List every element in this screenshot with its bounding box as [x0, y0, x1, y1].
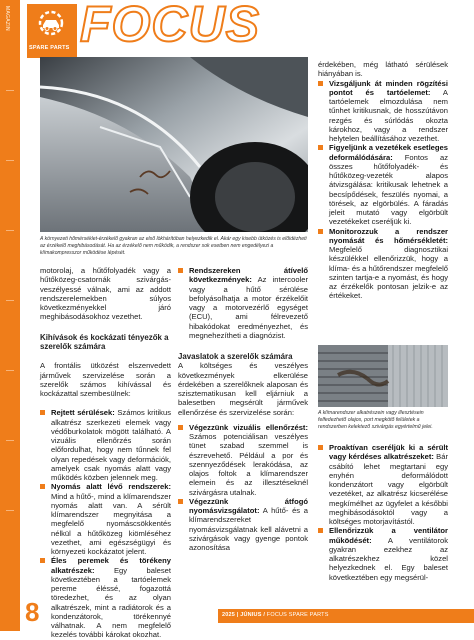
bullet-item — [40, 556, 171, 639]
bullet-title: Rejtett sérülések: — [51, 408, 115, 418]
bullet-item — [40, 482, 171, 556]
condenser-leak-photo — [318, 345, 448, 407]
paragraph: A frontális ütközést elszenvedett járművek szervizelése során a szerelők számos kihívással és kockázattal szembesülnek: — [40, 361, 171, 399]
bullet-text: A hűtő- és a klímarendszereket nyomásvizsgálatnak kell alávetni a szivárgások vagy gyenge pontok azonosítása — [189, 506, 308, 553]
bullet-item — [318, 227, 448, 301]
bullet-marker — [318, 528, 323, 533]
page-number: 8 — [25, 597, 40, 627]
bullet-text: Bár csábító lehet megtartani egy enyhén deformálódott kondenzátort vagy elgörbült vezetéket, az alkatrész kicserélése megkímélhet az ügyfelet a későbbi meghibásodásoktól vagy a költséges motorjavítástól. — [329, 452, 448, 526]
car-gear-icon — [36, 10, 66, 36]
paragraph: érdekében, még látható sérülések hiányában is. — [318, 60, 448, 79]
bullet-title: Végezzünk vizuális ellenőrzést: — [189, 422, 308, 432]
bullet-title: Éles peremek és törékeny alkatrészek: — [51, 556, 171, 575]
logo-subtitle: SPARE PARTS — [29, 45, 70, 51]
bullet-item — [318, 443, 448, 526]
sidebar-label: MAGAZIN — [4, 6, 10, 31]
bumper-damage-photo — [40, 57, 308, 232]
bullet-title: Figyeljünk a vezetékek esetleges deformálódására: — [329, 143, 448, 162]
bullet-title: Ellenőrizzük a ventilátor működését: — [329, 526, 448, 545]
bullet-title: Vizsgáljunk át minden rögzítési pontot és tartóelemet: — [329, 78, 448, 97]
figure-caption: A klímarendszer alkatrészein vagy illesztésein felfedezhető olajos, port megkötő felületek a rendszerben kelektező szivárgás egyértelmű jelei. — [318, 410, 433, 430]
footer-brand: FOCUS SPARE PARTS — [266, 612, 329, 618]
bullet-text: Fontos az összes hűtőfolyadék- és hűtőközeg-vezeték alapos átvizsgálása: kritikusak lehetnek a becsípődések, feszülés nyomai, a törések, az elgörbülés. A fáradás jeleit mutató vagy elgörbült vezetékeket cseréljük ki. — [329, 152, 448, 227]
paragraph: A költséges és veszélyes következmények elkerülése érdekében a szerelőknek alaposan és szisztematikusan kell eljárniuk a balesetben megsérült járművek ellenőrzése és szervizelése során: — [178, 361, 308, 417]
bullet-marker — [178, 268, 183, 273]
bullet-marker — [40, 484, 45, 489]
bullet-marker — [178, 499, 183, 504]
issue-date: 2025 | JÚNIUS — [222, 612, 262, 618]
bullet-item — [178, 266, 308, 340]
bullet-text: Az intercooler vagy a hűtő sérülése befolyásolhatja a motor érzékelőit vagy a motorvezérlő egységet (ECU), ami félrevezető hibakódokat eredményezhet, és megnehezítheti a diagnózist. — [189, 275, 308, 340]
section-heading: Javaslatok a szerelők számára — [178, 352, 293, 361]
bullet-title: Monitorozzuk a rendszer nyomását és hőmérsékletét: — [329, 226, 448, 245]
sidebar-divider — [6, 300, 14, 301]
sidebar-divider — [6, 440, 14, 441]
bullet-text: Megfelelő diagnosztikai készülékkel ellenőrizzük, hogy a klíma- és a hűtőrendszer megfelelő szinten tartja-e a nyomást, és hogy az érzékelők pontosan jelzik-e az értékeket. — [329, 245, 448, 301]
bullet-title: Proaktívan cseréljük ki a sérült vagy kérdéses alkatrészeket: — [329, 443, 448, 462]
footer-issue: 2025 | JÚNIUS / FOCUS SPARE PARTS — [222, 612, 329, 618]
bullet-item — [318, 143, 448, 226]
bullet-text: Számos potenciálisan veszélyes tünet szabad szemmel is észrevehető. Például a por és szennyeződések lerakódása, az olajos foltok a klímarendszer elemein és az illesztéseknél szivárgásra utalnak. — [189, 432, 308, 497]
bullet-text: Számos kritikus alkatrész szerkezeti elemek vagy védőburkolatok mögött található. A vizuális ellenőrzés során előfordulhat, hogy nem tűnnek fel olyan repedések vagy deformációk, amelyek csak nyomás alatt vagy működés közben jelennek meg. — [51, 408, 171, 483]
bullet-text: A tartóelemek elmozdulása nem tűnhet kritikusnak, de hosszútávon rezgés és súrlódás okozta károkhoz, vagy a rendszer helytelen beállításához vezethet. — [329, 87, 448, 143]
bullet-text: A ventilátorok gyakran ezekhez az alkatrészekhez közel helyezkednek el. Egy baleset következtében egy megsérül- — [329, 535, 448, 582]
bullet-title: Végezzünk átfogó nyomásvizsgálatot: — [189, 496, 308, 516]
article-column-3 — [318, 60, 448, 301]
bullet-text: Mind a hűtő-, mind a klímarendszer nyomás alatt van. A sérült klímarendszer megnyitása a megfelelő nyomáscsökkentés nélkül a hűtőközeg kiömléséhez vezethet, ami egészségügyi és környezeti kockázatot jelent. — [51, 491, 171, 557]
bullet-title: Rendszereken átívelő következmények: — [189, 266, 308, 285]
bullet-text: Egy baleset következtében a tartóelemek pereme éléssé, fogazottá töredezhet, és az olyan alkatrészek, mint a radiátorok és a kondenzátorok, törékennyé válhatnak. A nem megfelelő kezelés további károkat okozhat. — [51, 565, 171, 640]
bullet-marker — [318, 145, 323, 150]
sidebar-divider — [6, 510, 14, 511]
bullet-item — [178, 497, 308, 553]
article-column-1 — [40, 266, 171, 640]
bullet-item — [318, 79, 448, 144]
bullet-marker — [318, 229, 323, 234]
bullet-marker — [318, 445, 323, 450]
sidebar-divider — [6, 160, 14, 161]
paragraph: motorolaj, a hűtőfolyadék vagy a hűtőközeg-csatornák szivárgás-veszélyessé válnak, ami az addott rendszerelemekben súlyos következményekkel járó meghibásodásokhoz vezethet. — [40, 266, 171, 322]
bullet-marker — [40, 558, 45, 563]
bullet-title: Nyomás alatt lévő rendszerek: — [51, 482, 171, 492]
article-column-2 — [178, 266, 308, 552]
side-accent-bar — [0, 0, 20, 631]
magazine-title: FOCUS — [80, 0, 260, 52]
bullet-item — [178, 423, 308, 497]
sidebar-divider — [6, 370, 14, 371]
section-heading: Kihívások és kockázati tényezők a szerelők számára — [40, 332, 169, 351]
bullet-marker — [40, 410, 45, 415]
bullet-item — [40, 408, 171, 482]
article-column-3-bottom — [318, 443, 448, 582]
bullet-item — [318, 526, 448, 582]
sidebar-divider — [6, 90, 14, 91]
figure-caption: A környezeti hőmérséklet-érzékelő gyakran az első lökhárítóban helyezkedik el. Akár egy kisebb ütközés is előidézheti az érzékelő meghibásodását. Ha az érzékelő nem működik, a rendszer sok esetben nem engedélyezi a klímakompresszor működése lépését. — [40, 236, 307, 256]
bullet-marker — [318, 81, 323, 86]
bullet-marker — [178, 425, 183, 430]
sidebar-divider — [6, 230, 14, 231]
